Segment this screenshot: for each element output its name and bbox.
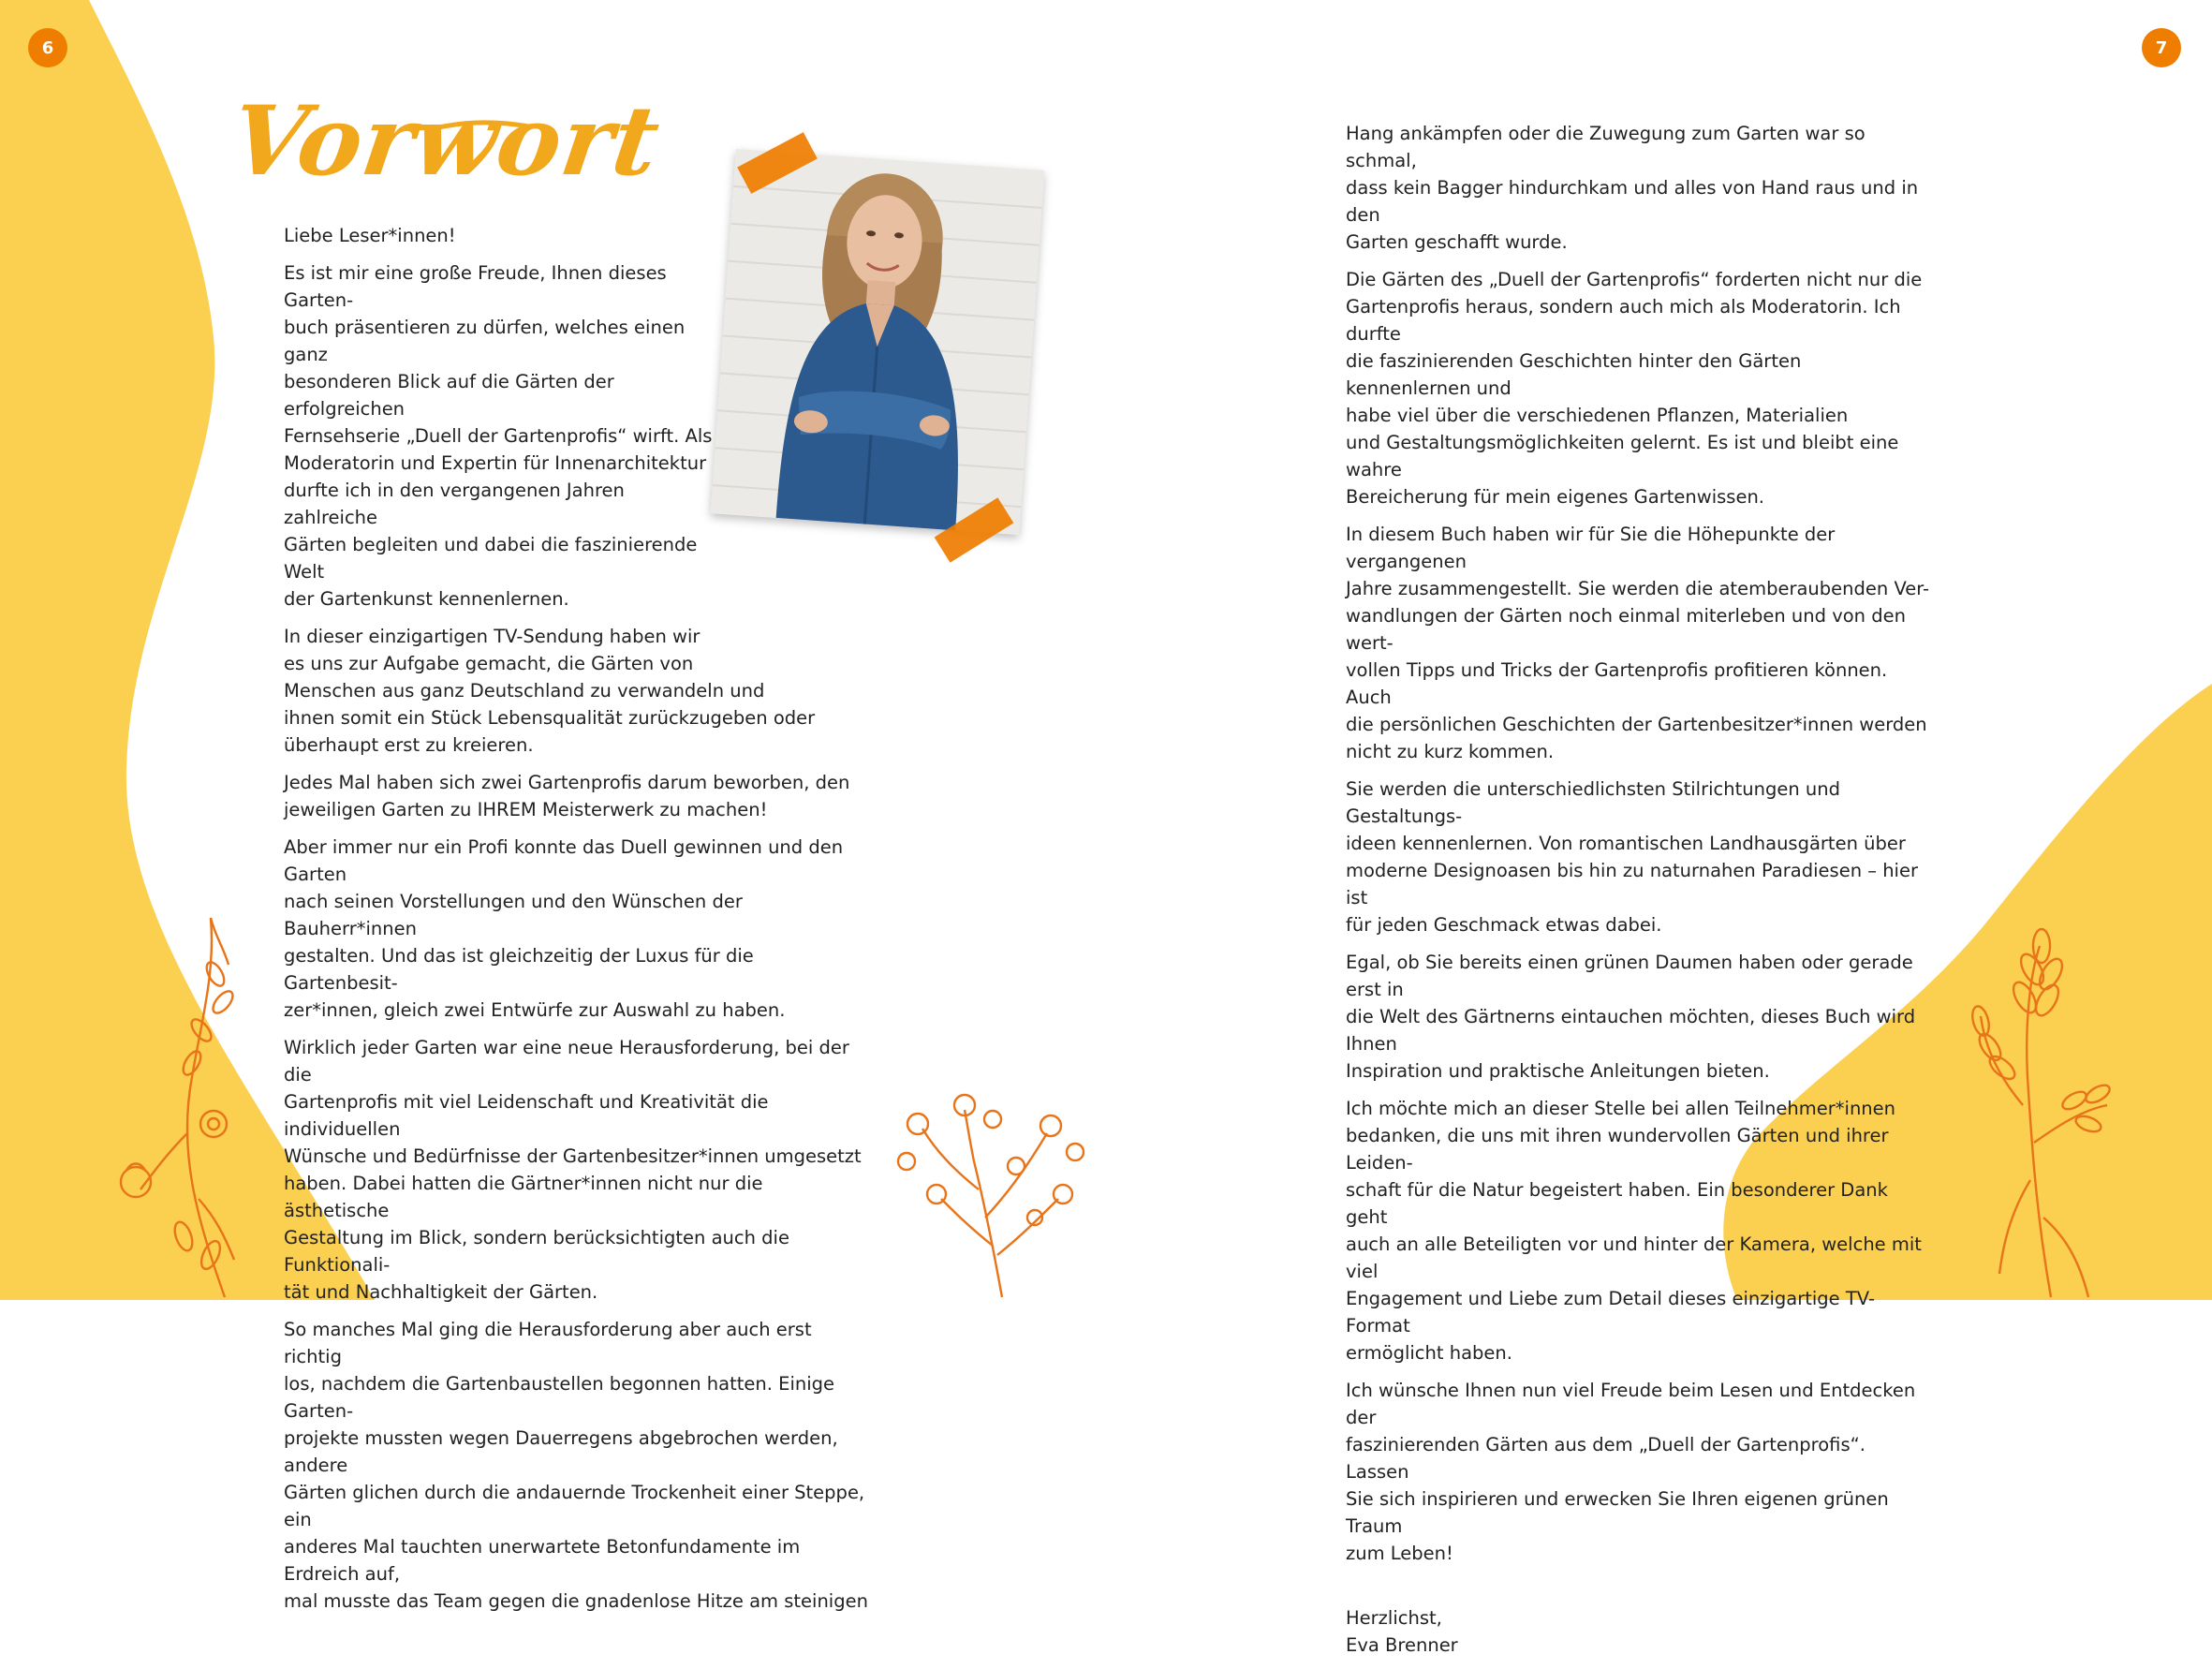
text-line: und Gestaltungsmöglichkeiten gelernt. Es ist und bleibt eine wahre: [1346, 432, 1899, 480]
paragraph: [1346, 521, 1931, 765]
text-line: anderes Mal tauchten unerwartete Betonfundamente im Erdreich auf,: [284, 1536, 801, 1585]
text-line: Menschen aus ganz Deutschland zu verwandeln und: [284, 680, 765, 702]
text-line: die persönlichen Geschichten der Gartenbesitzer*innen werden: [1346, 714, 1927, 735]
text-line: gestalten. Und das ist gleichzeitig der Luxus für die Gartenbesit-: [284, 945, 754, 994]
text-line: Inspiration und praktische Anleitungen bieten.: [1346, 1060, 1770, 1082]
paragraph: [284, 1316, 869, 1615]
right-text-column: [1346, 120, 1931, 1669]
text-line: moderne Designoasen bis hin zu naturnahen Paradiesen – hier ist: [1346, 860, 1918, 908]
text-line: Jahre zusammengestellt. Sie werden die atemberaubenden Ver-: [1346, 578, 1930, 599]
paragraph: [1346, 949, 1931, 1085]
text-line: tät und Nachhaltigkeit der Gärten.: [284, 1281, 598, 1303]
text-line: Sie sich inspirieren und erwecken Sie Ihren eigenen grünen Traum: [1346, 1488, 1889, 1537]
text-line: Gestaltung im Blick, sondern berücksichtigten auch die Funktionali-: [284, 1227, 789, 1276]
text-line: In dieser einzigartigen TV-Sendung haben wir: [284, 626, 700, 647]
text-line: es uns zur Aufgabe gemacht, die Gärten von: [284, 653, 694, 674]
text-line: die faszinierenden Geschichten hinter den Gärten kennenlernen und: [1346, 350, 1802, 399]
text-line: bedanken, die uns mit ihren wundervollen Gärten und ihrer Leiden-: [1346, 1125, 1889, 1174]
text-line: die Welt des Gärtnerns eintauchen möchten, dieses Buch wird Ihnen: [1346, 1006, 1916, 1055]
text-line: Gärten begleiten und dabei die faszinierende Welt: [284, 534, 698, 583]
text-line: Es ist mir eine große Freude, Ihnen dieses Garten-: [284, 262, 667, 311]
text-line: Gartenprofis mit viel Leidenschaft und Kreativität die individuellen: [284, 1091, 769, 1140]
paragraph: [284, 834, 869, 1024]
paragraph: [1346, 775, 1931, 938]
text-line: Egal, ob Sie bereits einen grünen Daumen haben oder gerade erst in: [1346, 952, 1913, 1000]
text-line: ihnen somit ein Stück Lebensqualität zurückzugeben oder: [284, 707, 816, 729]
text-line: Sie werden die unterschiedlichsten Stilrichtungen und Gestaltungs-: [1346, 778, 1840, 827]
paragraph: [284, 259, 724, 613]
text-line: Engagement und Liebe zum Detail dieses einzigartige TV-Format: [1346, 1288, 1876, 1337]
text-line: Bereicherung für mein eigenes Gartenwissen.: [1346, 486, 1764, 508]
text-line: Wirklich jeder Garten war eine neue Herausforderung, bei der die: [284, 1037, 849, 1086]
text-line: dass kein Bagger hindurchkam und alles von Hand raus und in den: [1346, 177, 1919, 226]
text-line: nicht zu kurz kommen.: [1346, 741, 1555, 762]
text-line: überhaupt erst zu kreieren.: [284, 734, 534, 756]
text-line: faszinierenden Gärten aus dem „Duell der Gartenprofis“. Lassen: [1346, 1434, 1865, 1483]
text-line: Gartenprofis heraus, sondern auch mich als Moderatorin. Ich durfte: [1346, 296, 1901, 345]
text-line: buch präsentieren zu dürfen, welches einen ganz: [284, 317, 686, 365]
closing-text: Herzlichst,: [1346, 1607, 1442, 1629]
text-line: vollen Tipps und Tricks der Gartenprofis profitieren können. Auch: [1346, 659, 1888, 708]
paragraph: [284, 769, 869, 823]
text-line: ermöglicht haben.: [1346, 1342, 1512, 1364]
text-line: nach seinen Vorstellungen und den Wünschen der Bauherr*innen: [284, 891, 743, 939]
text-line: schaft für die Natur begeistert haben. Ein besonderer Dank geht: [1346, 1179, 1888, 1228]
middle-flower-icon: [898, 1095, 1084, 1297]
text-line: Ich wünsche Ihnen nun viel Freude beim Lesen und Entdecken der: [1346, 1380, 1916, 1428]
text-line: Gärten glichen durch die andauernde Trockenheit einer Steppe, ein: [284, 1482, 865, 1530]
text-line: Jedes Mal haben sich zwei Gartenprofis darum beworben, den: [284, 772, 850, 793]
text-line: Fernsehserie „Duell der Gartenprofis“ wirft. Als: [284, 425, 713, 447]
text-line: In diesem Buch haben wir für Sie die Höhepunkte der vergangenen: [1346, 524, 1836, 572]
page-title: Vorwort: [224, 85, 667, 198]
text-line: zer*innen, gleich zwei Entwürfe zur Auswahl zu haben.: [284, 999, 786, 1021]
text-line: Moderatorin und Expertin für Innenarchitektur: [284, 452, 707, 474]
text-line: Hang ankämpfen oder die Zuwegung zum Garten war so schmal,: [1346, 123, 1865, 171]
text-line: besonderen Blick auf die Gärten der erfolgreichen: [284, 371, 614, 420]
text-line: So manches Mal ging die Herausforderung aber auch erst richtig: [284, 1319, 812, 1367]
text-line: für jeden Geschmack etwas dabei.: [1346, 914, 1662, 936]
page-number-right: 7: [2142, 28, 2181, 67]
text-line: Wünsche und Bedürfnisse der Gartenbesitzer*innen umgesetzt: [284, 1145, 862, 1167]
text-line: projekte mussten wegen Dauerregens abgebrochen werden, andere: [284, 1427, 838, 1476]
text-line: Die Gärten des „Duell der Gartenprofis“ forderten nicht nur die: [1346, 269, 1923, 290]
paragraph: [1346, 266, 1931, 510]
text-line: habe viel über die verschiedenen Pflanzen, Materialien: [1346, 405, 1849, 426]
text-line: ideen kennenlernen. Von romantischen Landhausgärten über: [1346, 833, 1906, 854]
paragraph: [284, 1034, 869, 1306]
text-line: zum Leben!: [1346, 1543, 1453, 1564]
text-line: Ich möchte mich an dieser Stelle bei allen Teilnehmer*innen: [1346, 1098, 1896, 1119]
author-signature: Eva Brenner: [1346, 1634, 1458, 1656]
text-line: los, nachdem die Gartenbaustellen begonnen hatten. Einige Garten-: [284, 1373, 835, 1422]
paragraph: [1346, 1377, 1931, 1567]
text-line: jeweiligen Garten zu IHREM Meisterwerk zu machen!: [284, 799, 768, 820]
text-line: haben. Dabei hatten die Gärtner*innen nicht nur die ästhetische: [284, 1173, 763, 1221]
text-line: durfte ich in den vergangenen Jahren zahlreiche: [284, 480, 625, 528]
text-line: auch an alle Beteiligten vor und hinter der Kamera, welche mit viel: [1346, 1233, 1922, 1282]
paragraph: [1346, 1095, 1931, 1366]
paragraph: [284, 623, 869, 759]
text-line: mal musste das Team gegen die gnadenlose Hitze am steinigen: [284, 1590, 868, 1612]
left-text-column: [284, 222, 869, 1625]
text-line: Garten geschafft wurde.: [1346, 231, 1568, 253]
text-line: wandlungen der Gärten noch einmal miterleben und von den wert-: [1346, 605, 1906, 654]
page-number-left: 6: [28, 28, 67, 67]
greeting: Liebe Leser*innen!: [284, 225, 456, 246]
text-line: Aber immer nur ein Profi konnte das Duell gewinnen und den Garten: [284, 836, 844, 885]
paragraph: [1346, 120, 1931, 256]
signature-block: [1346, 1604, 1931, 1659]
text-line: der Gartenkunst kennenlernen.: [284, 588, 569, 610]
